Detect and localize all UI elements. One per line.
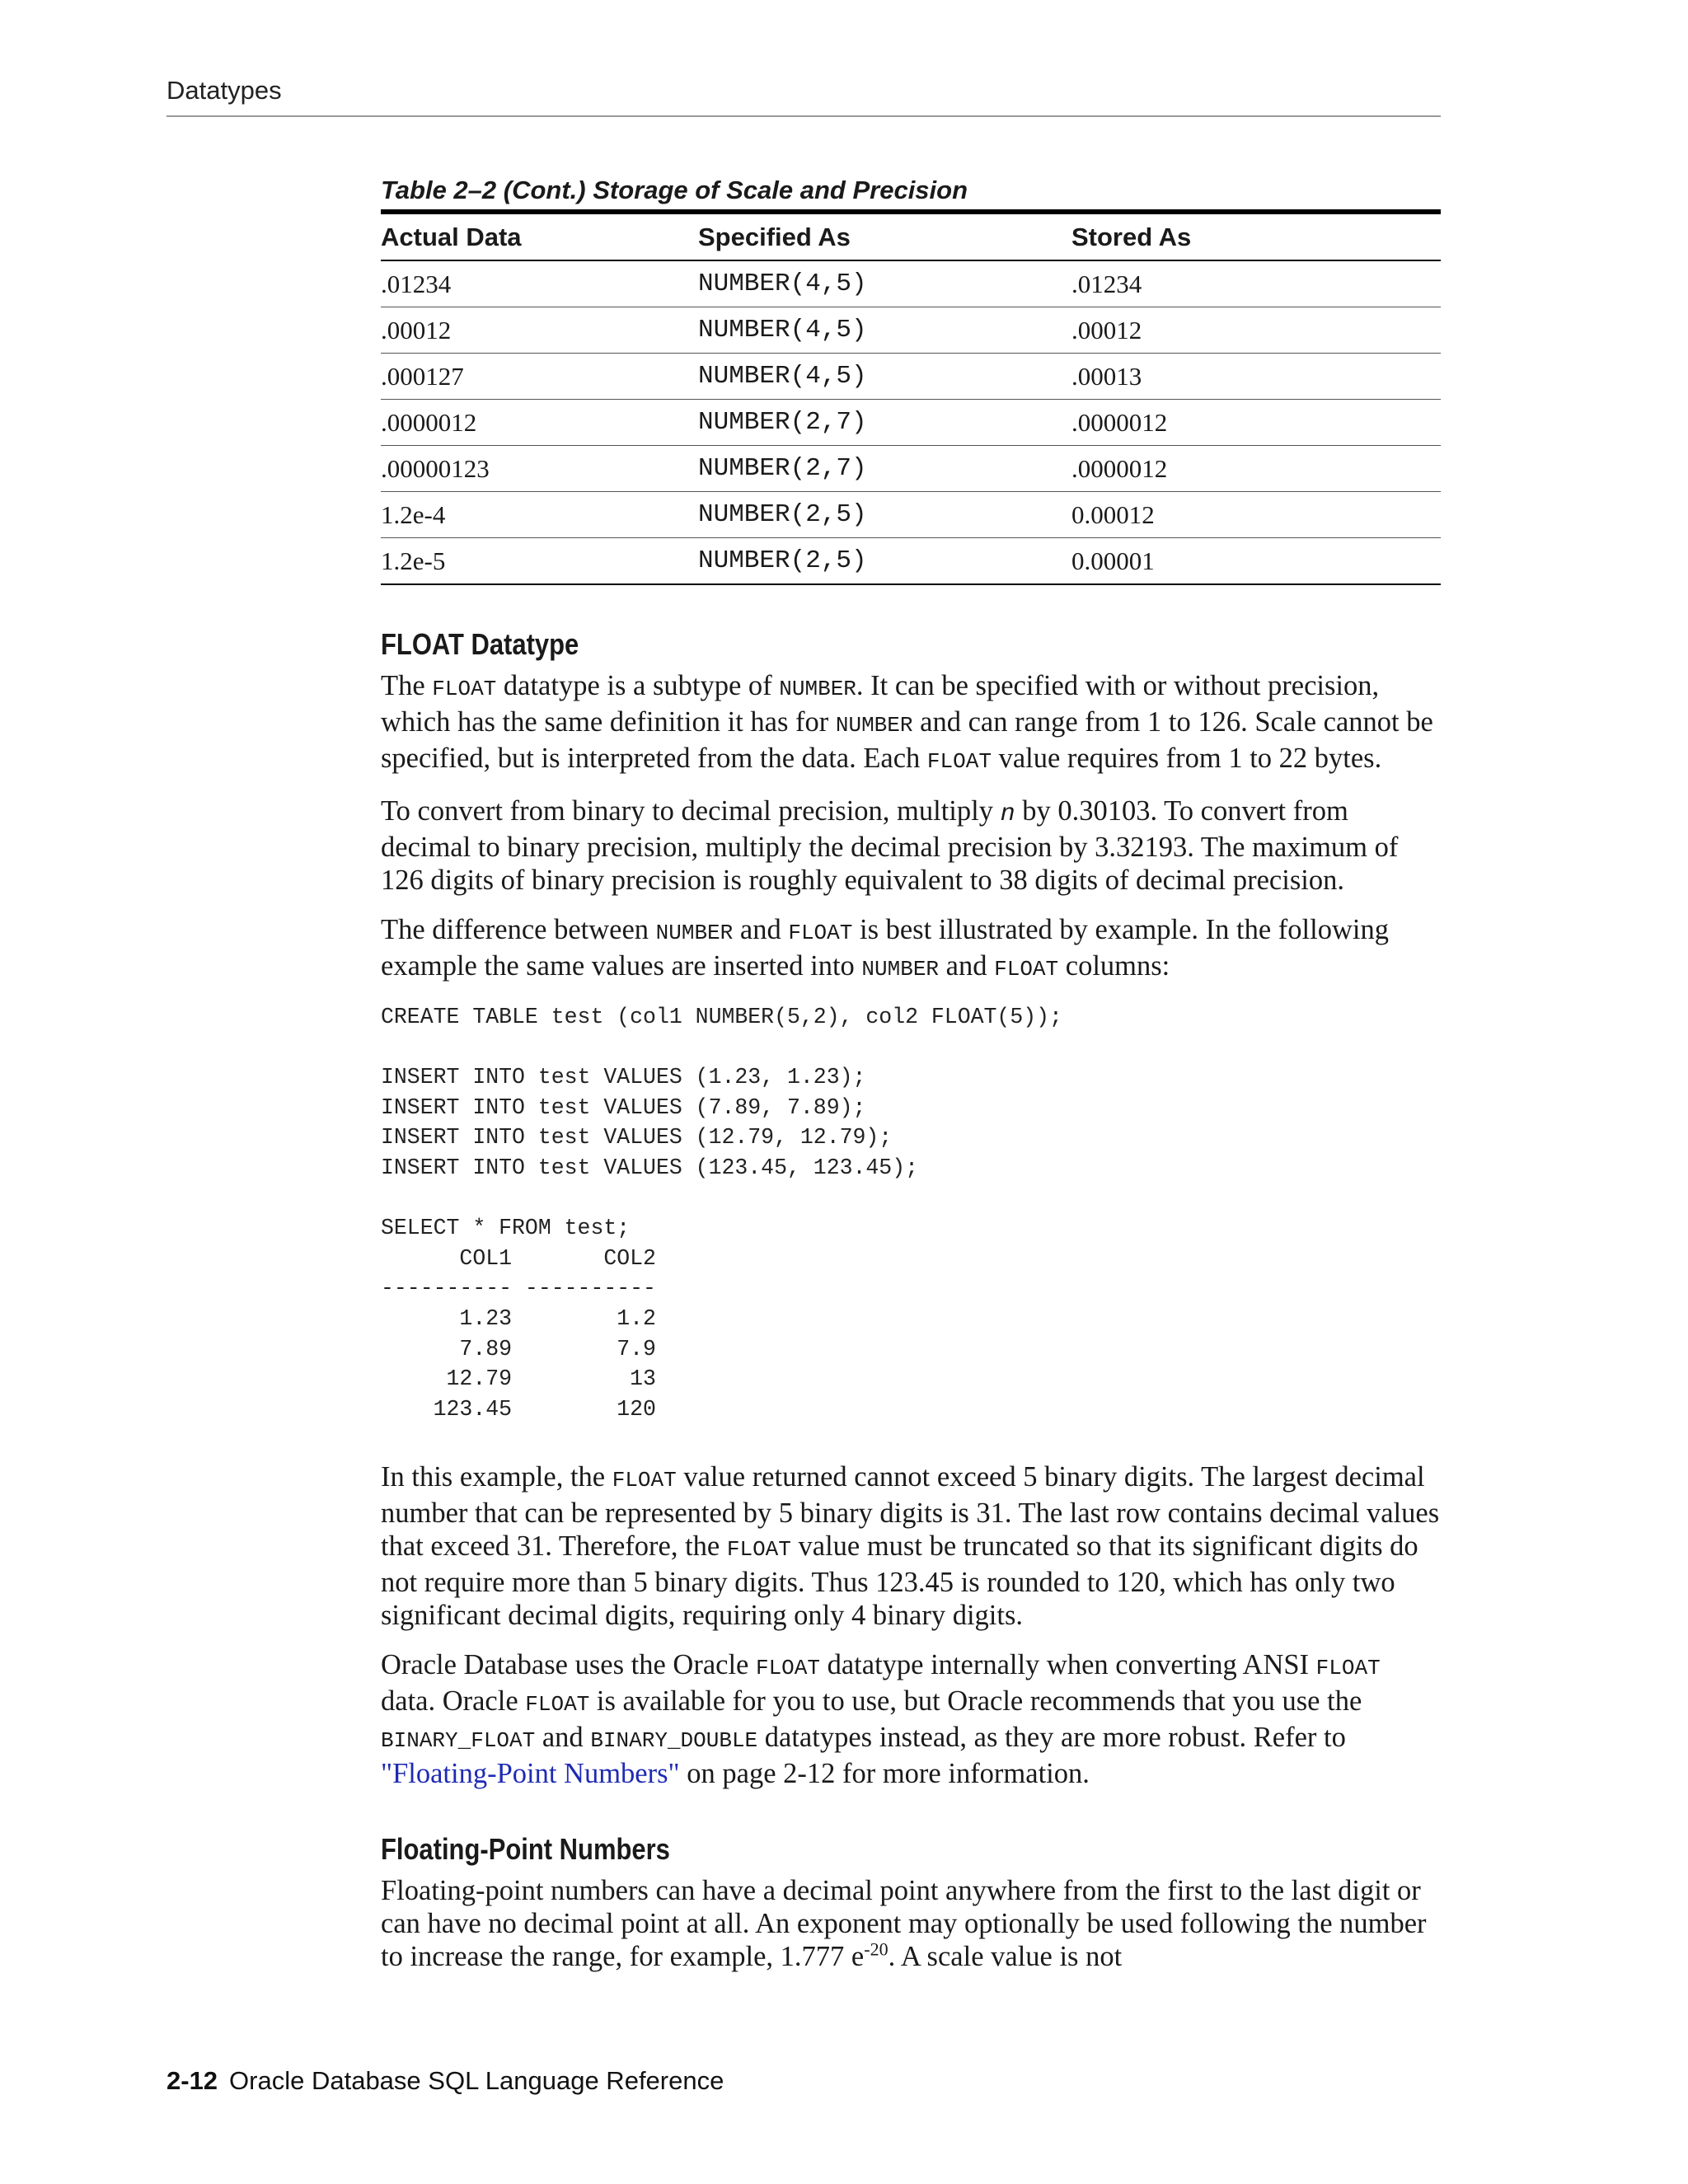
text-run: value returned cannot exceed 5 binary digits. The largest decimal number that can be represented by 5 binary digits is 31. The last row contains decimal values that exceed 31. Therefore, the [381,1461,1440,1563]
text-run: The difference between [381,914,656,945]
specified-as-cell: NUMBER(2,7) [698,446,1071,492]
text-run: data. Oracle [381,1685,526,1718]
text-run: value requires from 1 to 22 bytes. [991,743,1382,774]
stored-as-cell: .01234 [1071,260,1441,307]
table-caption: Table 2–2 (Cont.) Storage of Scale and Precision [381,176,968,204]
text-run: datatype internally when converting ANSI [819,1649,1316,1681]
code-term: FLOAT [432,677,497,701]
code-term: NUMBER [835,713,913,738]
table-row [381,260,1441,307]
stored-as-cell: 0.00001 [1071,546,1155,575]
text-run: Floating-point numbers can have a decimal point anywhere from the first to the last digit or can have no decimal point at all. An exponent may optionally be used following the number to increase the range, for example, 1.777 e [381,1875,1427,1973]
code-term: FLOAT [1315,1656,1381,1681]
text-run: . It can be specified with or without precision, which has the same definition it has for [381,670,1380,738]
code-term: NUMBER [655,921,734,945]
actual-data-cell: 1.2e-5 [381,546,446,575]
specified-as-cell: NUMBER(2,5) [698,492,1071,538]
specified-as-cell: NUMBER(4,5) [698,307,1071,354]
code-term: BINARY_DOUBLE [590,1728,758,1754]
table-row [381,400,1441,446]
text-run: datatype is a subtype of [496,670,780,701]
text-run: and [939,950,995,982]
floating-point-section-heading: Floating-Point Numbers [381,1832,670,1867]
page-content [381,171,1441,1990]
code-term: NUMBER [779,677,856,701]
stored-as-cell: .0000012 [1071,446,1441,492]
text-run: and can range from 1 to 126. Scale cannot be specified, but is interpreted from the data. Each [381,706,1433,774]
column-header: Specified As [698,212,1071,260]
text-run: Oracle Database uses the Oracle [381,1649,756,1681]
code-term: FLOAT [994,957,1059,982]
specified-as-cell: NUMBER(2,7) [698,400,1071,446]
code-term: FLOAT [926,749,992,774]
text-run: and [733,914,789,945]
actual-data-cell: .0000012 [381,400,698,446]
float-paragraph-1 [381,669,1441,778]
text-run: is available for you to use, but Oracle recommends that you use the [589,1685,1362,1718]
running-head: Datatypes [166,76,282,105]
floating-point-numbers-link[interactable]: "Floating-Point Numbers" [381,1758,680,1790]
table-header-row [381,212,1441,260]
stored-as-cell: .0000012 [1071,400,1441,446]
code-term: FLOAT [525,1692,590,1718]
actual-data-cell: .01234 [381,260,698,307]
floating-point-paragraph-1 [381,1874,1441,1973]
text-run: datatypes instead, as they are more robust. Refer to [757,1722,1346,1754]
code-term: FLOAT [612,1468,677,1493]
code-term: BINARY_FLOAT [381,1728,536,1754]
table-row [381,446,1441,492]
code-term: FLOAT [755,1656,820,1681]
variable-term: n [1000,800,1015,828]
table-row [381,492,1441,538]
text-run: by 0.30103. To convert from decimal to binary precision, multiply the decimal precision by 3.32193. The maximum of 126 digits of binary precision is roughly equivalent to 38 digits of decimal precision. [381,795,1399,896]
text-run: value must be truncated so that its significant digits do not require more than 5 binary digits. Thus 123.45 is rounded to 120, which has only two significant decimal digits, requiring only 4 binary digits. [381,1530,1418,1632]
book-title: Oracle Database SQL Language Reference [229,2066,724,2095]
stored-as-cell: .00012 [1071,307,1441,354]
text-run: columns: [1058,950,1170,982]
code-term: FLOAT [788,921,853,945]
float-section-heading: FLOAT Datatype [381,627,579,661]
float-paragraph-3 [381,913,1441,986]
specified-as-cell: NUMBER(2,5) [698,546,867,575]
specified-as-cell: NUMBER(4,5) [698,260,1071,307]
table-row [381,354,1441,400]
code-term: FLOAT [726,1537,791,1563]
actual-data-cell: 1.2e-4 [381,492,698,538]
actual-data-cell: .00012 [381,307,698,354]
scale-precision-table [381,209,1441,585]
stored-as-cell: 0.00012 [1071,492,1441,538]
exponent-superscript: -20 [864,1938,889,1960]
text-run: In this example, the [381,1461,612,1493]
stored-as-cell: .00013 [1071,354,1441,400]
float-paragraph-5 [381,1648,1441,1790]
float-paragraph-2 [381,794,1441,897]
actual-data-cell: .00000123 [381,446,698,492]
table-row [381,538,1441,585]
text-run: and [535,1722,591,1754]
text-run: on page 2-12 for more information. [679,1758,1090,1790]
specified-as-cell: NUMBER(4,5) [698,354,1071,400]
text-run: The [381,670,433,701]
header-rule [166,115,1441,117]
float-paragraph-4 [381,1460,1441,1632]
text-run: . A scale value is not [888,1941,1123,1973]
actual-data-cell: .000127 [381,354,698,400]
sql-code-example: CREATE TABLE test (col1 NUMBER(5,2), col2 FLOAT(5)); INSERT INTO test VALUES (1.23, 1.23); INSERT INTO test VALUES (7.89, 7.89); INSERT INTO test VALUES (12.79, 12.79); INSERT INTO test VALUES (123.45, 123.45); SELECT * FROM test; COL1 COL2 ---------- ---------- 1.23 1.2 7.89 7.9 12.79 13 123.45 120 [381,1005,1062,1422]
page-footer [166,2066,724,2096]
text-run: is best illustrated by example. In the following example the same values are inserted into [381,914,1389,982]
page-number: 2-12 [166,2066,218,2095]
table-row [381,307,1441,354]
column-header: Actual Data [381,212,698,260]
column-header: Stored As [1071,212,1441,260]
text-run: To convert from binary to decimal precision, multiply [381,795,1001,827]
code-term: NUMBER [861,957,940,982]
